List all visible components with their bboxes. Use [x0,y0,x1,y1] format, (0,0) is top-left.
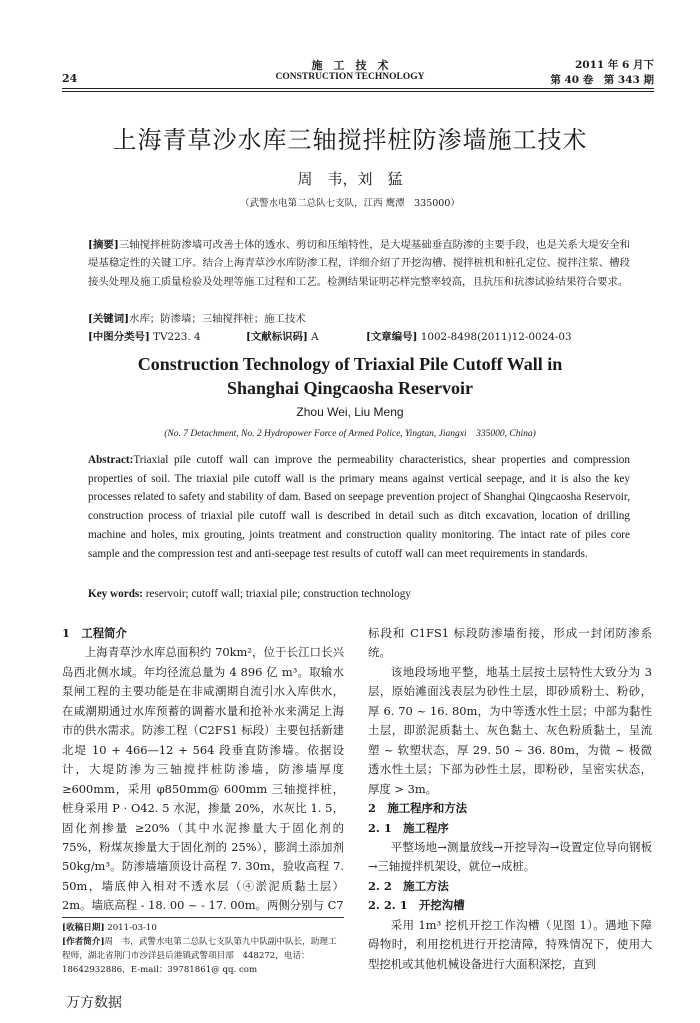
author-bio-label: [作者简介] [62,937,105,947]
abstract-en [88,451,630,563]
issue-volume: 第 40 卷 第 343 期 [550,74,654,86]
subsection-heading-2-2: 2. 2 施工方法 [368,878,449,893]
affiliation-en: (No. 7 Detachment, No. 2 Hydropower Force of Armed Police, Yingtan, Jiangxi 335000, China) [164,429,536,439]
body-paragraph: 该地段场地平整，地基土层按土层特性大致分为 3 层，原始滩面浅表层为砂性土层，即砂质粉土、粉砂，厚 6. 70 ~ 16. 80m，为中等透水性土层；中部为黏性土层，即淤泥质黏土、灰色黏土、灰色粉质黏土，呈流塑 ~ 软塑状态，厚 29. 50 ~ 36. 80m，为微 ~ 极微透水性土层；下部为砂性土层，即粉砂，呈密实状态，厚度 > 3m。 [368,664,652,796]
keywords-en [88,585,630,604]
header-rule [62,88,654,89]
section-heading-1: 1 工程简介 [62,626,127,640]
header-rule-thin [62,91,654,92]
authors-cn: 周 韦，刘 猛 [297,170,403,188]
article-title-en-line1: Construction Technology of Triaxial Pile Cutoff Wall in [137,354,563,374]
body-right-column [368,624,652,974]
keywords-cn-label: [关键词] [88,313,130,325]
body-left-column [62,624,344,916]
abstract-cn [88,236,630,291]
affiliation-cn: （武警水电第二总队七支队，江西 鹰潭 335000） [240,198,460,209]
footnote-received [62,921,344,935]
abstract-cn-label: [摘要] [88,239,119,251]
authors-en: Zhou Wei, Liu Meng [296,405,404,419]
received-date: 2011-03-10 [107,923,157,933]
issue-date: 2011 年 6 月下 [575,59,654,71]
author-bio-text: 周 韦，武警水电第二总队七支队第九中队副中队长，助理工程师，湖北省荆门市沙洋县后港镇武警项目部 448272，电话：18642932886，E-mail：39781861@ qq. com [62,937,337,975]
keywords-en-text: reservoir; cutoff wall; triaxial pile; construction technology [145,588,411,600]
subsection-heading-2-2-1: 2. 2. 1 开挖沟槽 [368,898,465,913]
page-number: 24 [62,72,78,85]
footnote-author [62,935,344,977]
abstract-en-text: Triaxial pile cutoff wall can improve the permeability characteristics, shear properties and compression properties of soil. The triaxial pile cutoff wall is the primary means against vertical seepage, and it is also the key processes related to safety and stability of dam. Based on seepage prevention project of Shanghai Qingcaosha Reservoir, construction process of triaxial pile cutoff wall is described in detail such as ditch excavation, location of drilling machine and holes, mix grouting, joints treatment and construction quality monitoring. The intact rate of piles core sample and the compression test and anti-seepage test results of cutoff wall can meet requirements in standards. [88,454,630,560]
doc-code-label: [文献标识码] [246,331,308,343]
watermark-text: 万方数据 [66,995,122,1011]
subsection-heading-2-1: 2. 1 施工程序 [368,820,449,835]
keywords-cn [88,310,630,328]
journal-name-cn: 施 工 技 术 [311,59,389,72]
section-heading-2: 2 施工程序和方法 [368,801,468,816]
keywords-cn-text: 水库；防渗墙；三轴搅拌桩；施工技术 [129,313,306,325]
article-number [366,328,572,346]
abstract-en-label: Abstract: [88,454,134,466]
doc-code [246,328,319,346]
keywords-en-label: Key words: [88,588,143,600]
body-paragraph: 标段和 C1FS1 标段防渗墙衔接，形成一封闭防渗系统。 [368,626,652,660]
journal-name-en: CONSTRUCTION TECHNOLOGY [275,72,425,82]
body-paragraph: 采用 1m³ 挖机开挖工作沟槽（见图 1）。遇地下障碍物时，利用挖机进行开挖清障，特殊情况下，使用大型挖机或其他机械设备进行大面积深挖，直到 [368,917,652,971]
article-number-label: [文章编号] [366,331,418,343]
article-number-value: 1002-8498(2011)12-0024-03 [420,331,572,343]
doc-code-value: A [311,331,319,343]
abstract-cn-text: 三轴搅拌桩防渗墙可改善土体的透水、剪切和压缩特性，是大堤基础垂直防渗的主要手段，也是关系大堤安全和堤基稳定性的关键工序。结合上海青草沙水库防渗工程，详细介绍了开挖沟槽、搅拌桩机和桩孔定位、搅拌注浆、槽段接头处理及施工质量检验及处理等施工过程和工艺。检测结果证明芯样完整率较高，且抗压和抗渗试验结果符合要求。 [88,239,630,288]
footnote [62,921,344,977]
article-title-en-line2: Shanghai Qingcaosha Reservoir [226,378,474,398]
body-paragraph: 平整场地→测量放线→开挖导沟→设置定位导向钢板→三轴搅拌机架设，就位→成桩。 [368,839,652,874]
body-paragraph: 上海青草沙水库总面积约 70km²，位于长江口长兴岛西北侧水域。年均径流总量为 4 896 亿 m³。取输水泵闸工程的主要功能是在非咸潮期自流引水入库供水，在咸潮期通过水库预蓄的调蓄水量和抢补水来满足上海市的供水需求。防渗工程（C2FS1 标段）主要包括新建北堤 10 + 466—12 + 564 段垂直防渗墙。依据设计，大堤防渗为三轴搅拌桩防渗墙，防渗墙厚度 ≥600mm，采用 φ850mm@ 600mm 三轴搅拌桩，桩身采用 P · O42. 5 水泥，掺量 20%，水灰比 1. 5，固化剂掺量 ≥20%（其中水泥掺量大于固化剂的 75%，粉煤灰掺量大于固化剂的 25%），膨润土添加剂 50kg/m³。防渗墙墙顶设计高程 7. 30m，验收高程 7. 50m，墙底伸入相对不透水层（④淤泥质黏土层）2m。墙底高程 - 18. 00 ~ - 17. 00m。两侧分别与 C7 [62,645,344,913]
article-title-cn: 上海青草沙水库三轴搅拌桩防渗墙施工技术 [112,126,588,154]
received-label: [收稿日期] [62,923,105,933]
clc-value: TV223. 4 [153,331,201,343]
footnote-rule [62,917,344,918]
clc-label: [中图分类号] [88,331,150,343]
